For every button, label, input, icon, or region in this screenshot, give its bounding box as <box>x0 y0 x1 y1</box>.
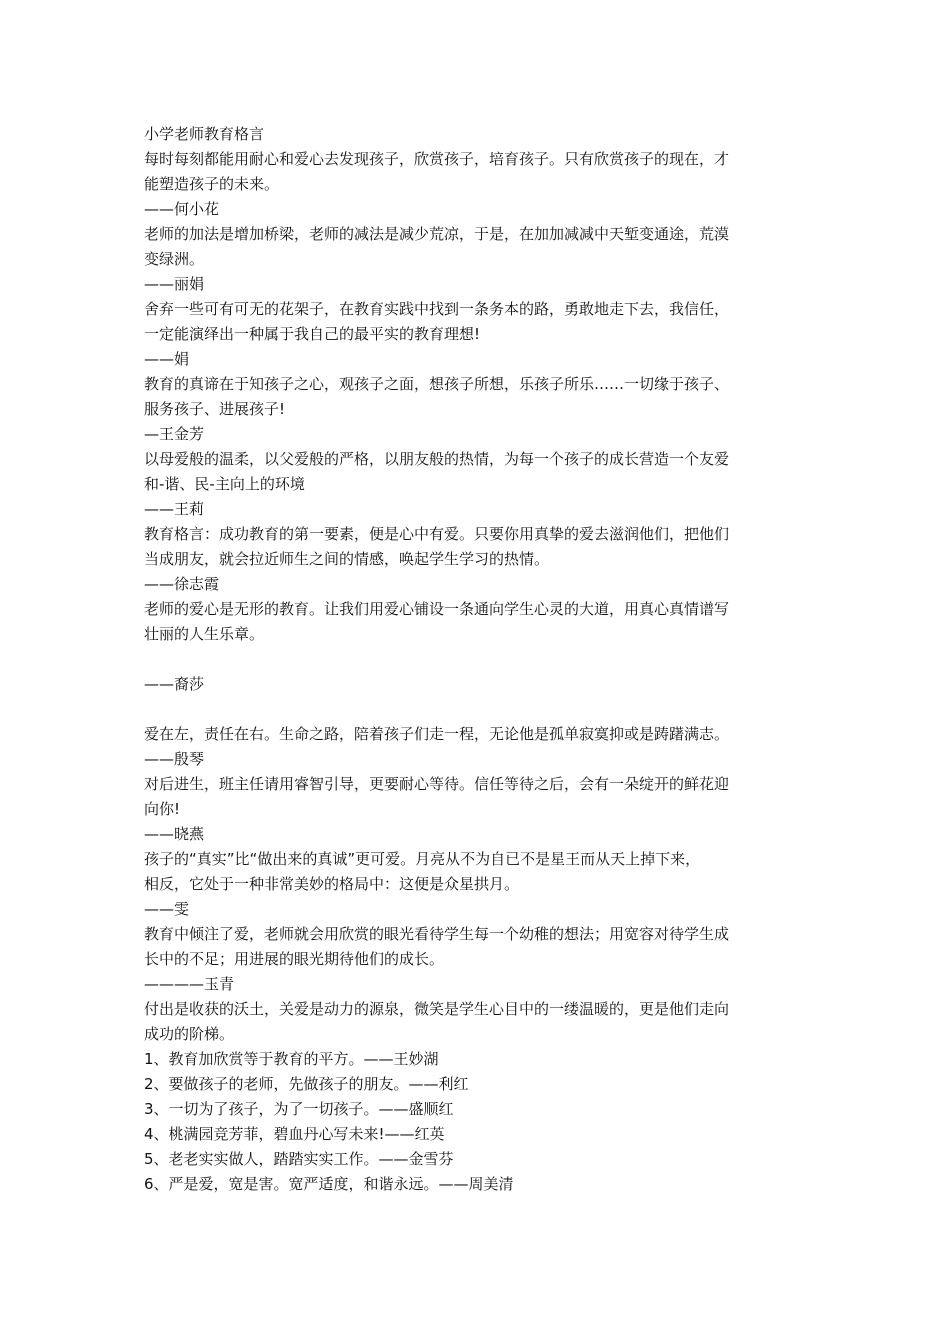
text-line: 向你! <box>144 800 181 818</box>
text-line: 教育格言：成功教育的第一要素，便是心中有爱。只要你用真挚的爱去滋润他们，把他们 <box>144 525 730 543</box>
text-line: 当成朋友，就会拉近师生之间的情感，唤起学生学习的热情。 <box>144 550 550 568</box>
blank-line <box>144 697 810 722</box>
text-line: 老师的爱心是无形的教育。让我们用爱心铺设一条通向学生心灵的大道，用真心真情谱写 <box>144 600 730 618</box>
text-line: ——晓燕 <box>144 825 205 843</box>
text-line: 壮丽的人生乐章。 <box>144 625 265 643</box>
text-line: 长中的不足；用进展的眼光期待他们的成长。 <box>144 950 445 968</box>
text-line: 4、桃满园竞芳菲，碧血丹心写未来!——红英 <box>144 1125 445 1143</box>
text-line: 一定能演绎出一种属于我自己的最平实的教育理想! <box>144 325 481 343</box>
text-line: 付出是收获的沃土，关爱是动力的源泉，微笑是学生心目中的一缕温暖的，更是他们走向 <box>144 1000 730 1018</box>
text-line: ——雯 <box>144 900 190 918</box>
text-line: 每时每刻都能用耐心和爱心去发现孩子，欣赏孩子，培育孩子。只有欣赏孩子的现在，才 <box>144 150 730 168</box>
document-page <box>144 122 810 1197</box>
text-line: 服务孩子、进展孩子! <box>144 400 286 418</box>
text-line: 对后进生，班主任请用睿智引导，更要耐心等待。信任等待之后，会有一朵绽开的鲜花迎 <box>144 775 730 793</box>
blank-line <box>144 647 810 672</box>
text-line: 以母爱般的温柔，以父爱般的严格，以朋友般的热情，为每一个孩子的成长营造一个友爱 <box>144 450 730 468</box>
text-line: 教育的真谛在于知孩子之心，观孩子之面，想孩子所想，乐孩子所乐……一切缘于孩子、 <box>144 375 730 393</box>
text-line: 和-谐、民-主向上的环境 <box>144 475 305 493</box>
text-line: 成功的阶梯。 <box>144 1025 235 1043</box>
text-line: 5、老老实实做人，踏踏实实工作。——金雪芬 <box>144 1150 454 1168</box>
text-line: ——殷琴 <box>144 750 205 768</box>
text-line: ——娟 <box>144 350 190 368</box>
text-line: ——徐志霞 <box>144 575 220 593</box>
text-line: ——王莉 <box>144 500 205 518</box>
text-line: 爱在左，责任在右。生命之路，陪着孩子们走一程，无论他是孤单寂寞抑或是踌躇满志。 <box>144 725 730 743</box>
text-line: 孩子的“真实”比“做出来的真诚”更可爱。月亮从不为自已不是星王而从天上掉下来， <box>144 850 701 868</box>
text-line: 能塑造孩子的未来。 <box>144 175 280 193</box>
text-line: 6、严是爱，宽是害。宽严适度，和谐永远。——周美清 <box>144 1175 514 1193</box>
text-line: 1、教育加欣赏等于教育的平方。——王妙湖 <box>144 1050 439 1068</box>
text-line: ——何小花 <box>144 200 220 218</box>
text-line: 变绿洲。 <box>144 250 205 268</box>
text-line: 2、要做孩子的老师，先做孩子的朋友。——利红 <box>144 1075 469 1093</box>
text-line: —王金芳 <box>144 425 205 443</box>
text-line: 相反，它处于一种非常美妙的格局中：这便是众星拱月。 <box>144 875 520 893</box>
text-line: 舍弃一些可有可无的花架子，在教育实践中找到一条务本的路，勇敢地走下去，我信任， <box>144 300 730 318</box>
text-line: ————玉青 <box>144 975 235 993</box>
text-line: 老师的加法是增加桥梁，老师的减法是减少荒凉，于是，在加加减减中天堑变通途，荒漠 <box>144 225 730 243</box>
text-line: 教育中倾注了爱，老师就会用欣赏的眼光看待学生每一个幼稚的想法；用宽容对待学生成 <box>144 925 730 943</box>
document-body <box>144 147 810 1197</box>
document-title: 小学老师教育格言 <box>144 125 265 143</box>
text-line: ——丽娟 <box>144 275 205 293</box>
text-line: ——裔莎 <box>144 675 205 693</box>
text-line: 3、一切为了孩子，为了一切孩子。——盛顺红 <box>144 1100 454 1118</box>
